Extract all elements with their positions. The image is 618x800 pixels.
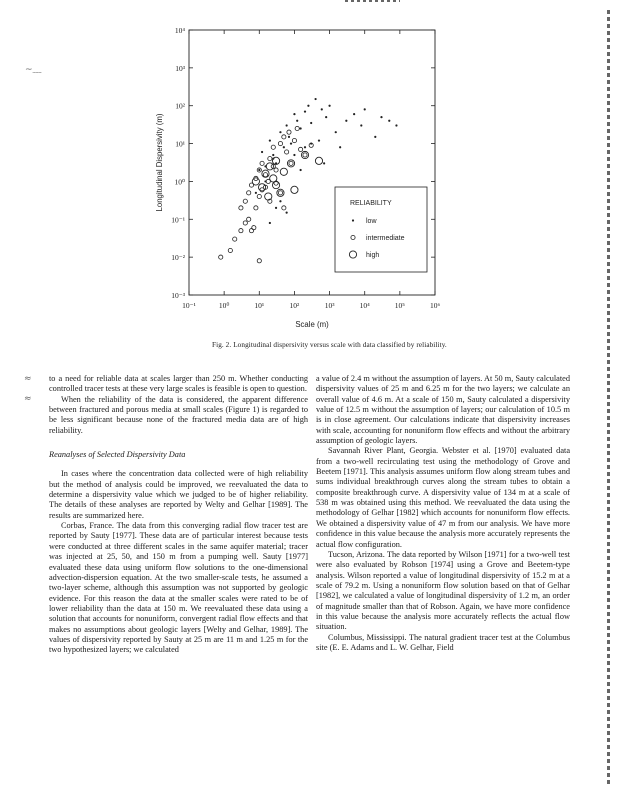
data-point-low <box>353 113 355 115</box>
data-point-low <box>321 108 323 110</box>
data-point-high <box>266 163 273 170</box>
paragraph: When the reliability of the data is considered, the apparent difference between fractured and porous media at small scales (Figure 1) is regarded to be less significant because none of the fractured media data are of high reliability. <box>49 394 308 435</box>
data-point-low <box>304 110 306 112</box>
y-tick-label: 10⁻³ <box>171 291 185 300</box>
paragraph: Columbus, Mississippi. The natural gradient tracer test at the Columbus site (E. E. Adams and L. W. Gelhar, Field <box>316 632 570 652</box>
data-point-intermediate <box>278 191 282 195</box>
data-point-intermediate <box>239 206 243 210</box>
paragraph: Savannah River Plant, Georgia. Webster et al. [1970] evaluated data from a two-well recirculating test using the methodology of Grove and Beetem [1971]. This analysis assumes uniform flow along stream tubes and sums individual breakthrough curves along the stream tubes to obtain a composite breakthrough curve. A dispersivity value of 134 m at a scale of 538 m was obtained using this method. We reevaluated the data using the methodology of Gelhar [1982] which accounts for nonuniform flow effects. We obtained a dispersivity value of 47 m from our analysis. We have more confidence in this value because the analysis more accurately represents the actual flow configuration. <box>316 446 570 549</box>
data-point-low <box>290 142 292 144</box>
paragraph: a value of 2.4 m without the assumption of layers. At 50 m, Sauty calculated dispersivity values of 25 m and 6.25 m for the two layers; we calculate an overall value of 4.6 m. At a scale of 150 m, Sauty calculated a dispersivity value of 12.5 m without the assumption of layers; our calculation of 10.5 m is in close agreement. Our calculations indicate that dispersivity increases with scale, accounting for nonuniform flow effects and without the arbitrary assumption of geologic layers. <box>316 374 570 446</box>
data-point-intermediate <box>295 126 299 130</box>
legend-marker-low <box>352 219 354 221</box>
data-point-intermediate <box>247 217 251 221</box>
x-tick-label: 10⁴ <box>359 301 370 310</box>
figure-caption-text: Longitudinal dispersivity versus scale with data classified by reliability. <box>233 341 447 349</box>
paragraph: In cases where the concentration data collected were of high reliability but the method of analysis could be improved, we reevaluated the data to determine a dispersivity value which we judged to be of higher reliability. The details of these analyses are reported by Welty and Gelhar [1989]. The results are summarized here. <box>49 469 308 520</box>
data-point-intermediate <box>247 191 251 195</box>
data-point-low <box>335 131 337 133</box>
data-point-low <box>328 105 330 107</box>
data-point-low <box>310 122 312 124</box>
data-point-intermediate <box>260 161 264 165</box>
data-point-low <box>279 200 281 202</box>
x-tick-label: 10¹ <box>254 301 265 310</box>
data-point-low <box>323 162 325 164</box>
x-tick-label: 10³ <box>324 301 335 310</box>
x-tick-label: 10² <box>289 301 300 310</box>
data-point-low <box>296 120 298 122</box>
data-point-high <box>315 157 322 164</box>
data-point-intermediate <box>263 173 267 177</box>
data-point-high <box>301 151 308 158</box>
data-point-low <box>269 139 271 141</box>
y-tick-label: 10⁻¹ <box>171 215 185 225</box>
y-tick-label: 10⁻² <box>171 253 185 263</box>
x-tick-label: 10⁰ <box>218 301 230 310</box>
data-point-low <box>325 116 327 118</box>
data-point-low <box>395 124 397 126</box>
data-point-high <box>291 186 298 193</box>
data-point-low <box>261 151 263 153</box>
data-point-intermediate <box>285 150 289 154</box>
scan-top-mark <box>345 0 400 2</box>
data-point-low <box>286 124 288 126</box>
data-point-low <box>286 212 288 214</box>
y-tick-label: 10³ <box>175 63 185 73</box>
paragraph: to a need for reliable data at scales larger than 250 m. Whether conducting controlled tracer tests at these very large scales is feasible is open to question. <box>49 374 308 394</box>
scan-smudge: ≈ <box>24 394 32 404</box>
data-point-low <box>283 146 285 148</box>
data-point-low <box>380 116 382 118</box>
data-point-low <box>314 98 316 100</box>
legend-entry-label: low <box>366 218 377 225</box>
data-point-low <box>300 169 302 171</box>
scan-edge-perforation <box>607 10 610 785</box>
dispersivity-scatter-chart <box>150 20 450 350</box>
data-point-intermediate <box>228 248 232 252</box>
data-point-intermediate <box>292 138 296 142</box>
y-tick-label: 10⁴ <box>174 26 185 35</box>
data-point-low <box>293 113 295 115</box>
right-text-column <box>316 374 570 653</box>
data-point-intermediate <box>219 255 223 259</box>
data-point-intermediate <box>233 237 237 241</box>
data-point-low <box>374 136 376 138</box>
section-heading: Reanalyses of Selected Dispersivity Data <box>49 450 186 460</box>
data-point-intermediate <box>268 157 272 161</box>
data-point-low <box>364 108 366 110</box>
data-point-low <box>304 146 306 148</box>
data-point-intermediate <box>243 199 247 203</box>
legend-entry-label: high <box>366 252 380 259</box>
data-point-high <box>277 189 284 196</box>
data-point-high <box>270 175 277 182</box>
x-tick-label: 10⁵ <box>394 301 405 310</box>
data-point-intermediate <box>299 147 303 151</box>
data-point-intermediate <box>287 130 291 134</box>
data-point-low <box>360 124 362 126</box>
data-point-intermediate <box>278 141 282 145</box>
data-point-low <box>269 222 271 224</box>
y-tick-label: 10⁰ <box>174 177 185 187</box>
data-point-intermediate <box>252 226 256 230</box>
data-point-low <box>388 120 390 122</box>
data-point-low <box>307 105 309 107</box>
figure-label: Fig. 2. <box>212 341 232 349</box>
data-point-intermediate <box>243 221 247 225</box>
legend-title: RELIABILITY <box>350 200 392 207</box>
y-tick-label: 10² <box>175 101 185 111</box>
data-point-intermediate <box>254 206 258 210</box>
data-point-high <box>265 193 272 200</box>
x-axis-label: Scale (m) <box>295 320 329 329</box>
data-point-intermediate <box>257 194 261 198</box>
data-point-intermediate <box>282 206 286 210</box>
data-point-low <box>288 136 290 138</box>
data-point-high <box>258 184 265 191</box>
data-point-high <box>252 178 259 185</box>
x-tick-label: 10⁻¹ <box>182 301 196 310</box>
y-axis-label: Longitudinal Dispersivity (m) <box>155 113 164 212</box>
data-point-intermediate <box>289 161 293 165</box>
data-point-intermediate <box>274 168 278 172</box>
data-point-high <box>280 168 287 175</box>
data-point-intermediate <box>271 145 275 149</box>
data-point-intermediate <box>257 259 261 263</box>
data-point-low <box>275 207 277 209</box>
scan-smudge: ~﹏ <box>25 65 42 75</box>
data-point-low <box>255 192 257 194</box>
data-point-intermediate <box>282 135 286 139</box>
x-tick-label: 10⁶ <box>429 301 441 310</box>
data-point-low <box>318 139 320 141</box>
figure-caption <box>212 341 512 349</box>
data-point-low <box>293 154 295 156</box>
y-tick-label: 10¹ <box>175 139 185 149</box>
paragraph: Corbas, France. The data from this converging radial flow tracer test are reported by Sauty [1977]. These data are of particular interest because tests were conducted at three different scales in the same aquifer material; tracer was injected at 25, 50, and 150 m from a pumping well. Sauty [1977] evaluated these data using uniform flow solutions to the one-dimensional advection-dispersion equation. At the two smaller-scale tests, he assumed a two-layer scheme, although this assumption was not supported by geologic evidence. For this reason the data at the smaller scales were rated to be of lower reliability than the data at 150 m. We reevaluated these data using a solution that accounts for nonuniform, convergent radial flow effects and that makes no assumptions about geologic layers [Welty and Gelhar, 1989]. The values of dispersivity reported by Sauty at 25 m are 11 m and 1.25 m for the two hypothesized layers; we calculated <box>49 521 308 655</box>
data-point-intermediate <box>239 229 243 233</box>
data-point-low <box>339 146 341 148</box>
scan-smudge: ≈ <box>24 374 32 384</box>
data-point-high <box>262 170 269 177</box>
data-point-high <box>287 160 294 167</box>
data-point-low <box>345 120 347 122</box>
legend-entry-label: intermediate <box>366 235 405 242</box>
left-text-column <box>49 374 308 656</box>
data-point-low <box>272 154 274 156</box>
data-point-low <box>279 131 281 133</box>
data-point-intermediate <box>303 153 307 157</box>
data-point-low <box>300 127 302 129</box>
paragraph: Tucson, Arizona. The data reported by Wilson [1971] for a two-well test were also evaluated by Robson [1974] using a Grove and Beetem-type analysis. Wilson reported a value of longitudinal dispersivity of 15.2 m at a scale of 79.2 m. Using a nonuniform flow solution based on that of Gelhar [1982], we calculated a value of longitudinal dispersivity of 1.2 m, an order of magnitude smaller than that of Robson. Again, we have more confidence in this value because the analysis more accurately reflects the actual flow situation. <box>316 549 570 632</box>
data-point-low <box>258 169 260 171</box>
